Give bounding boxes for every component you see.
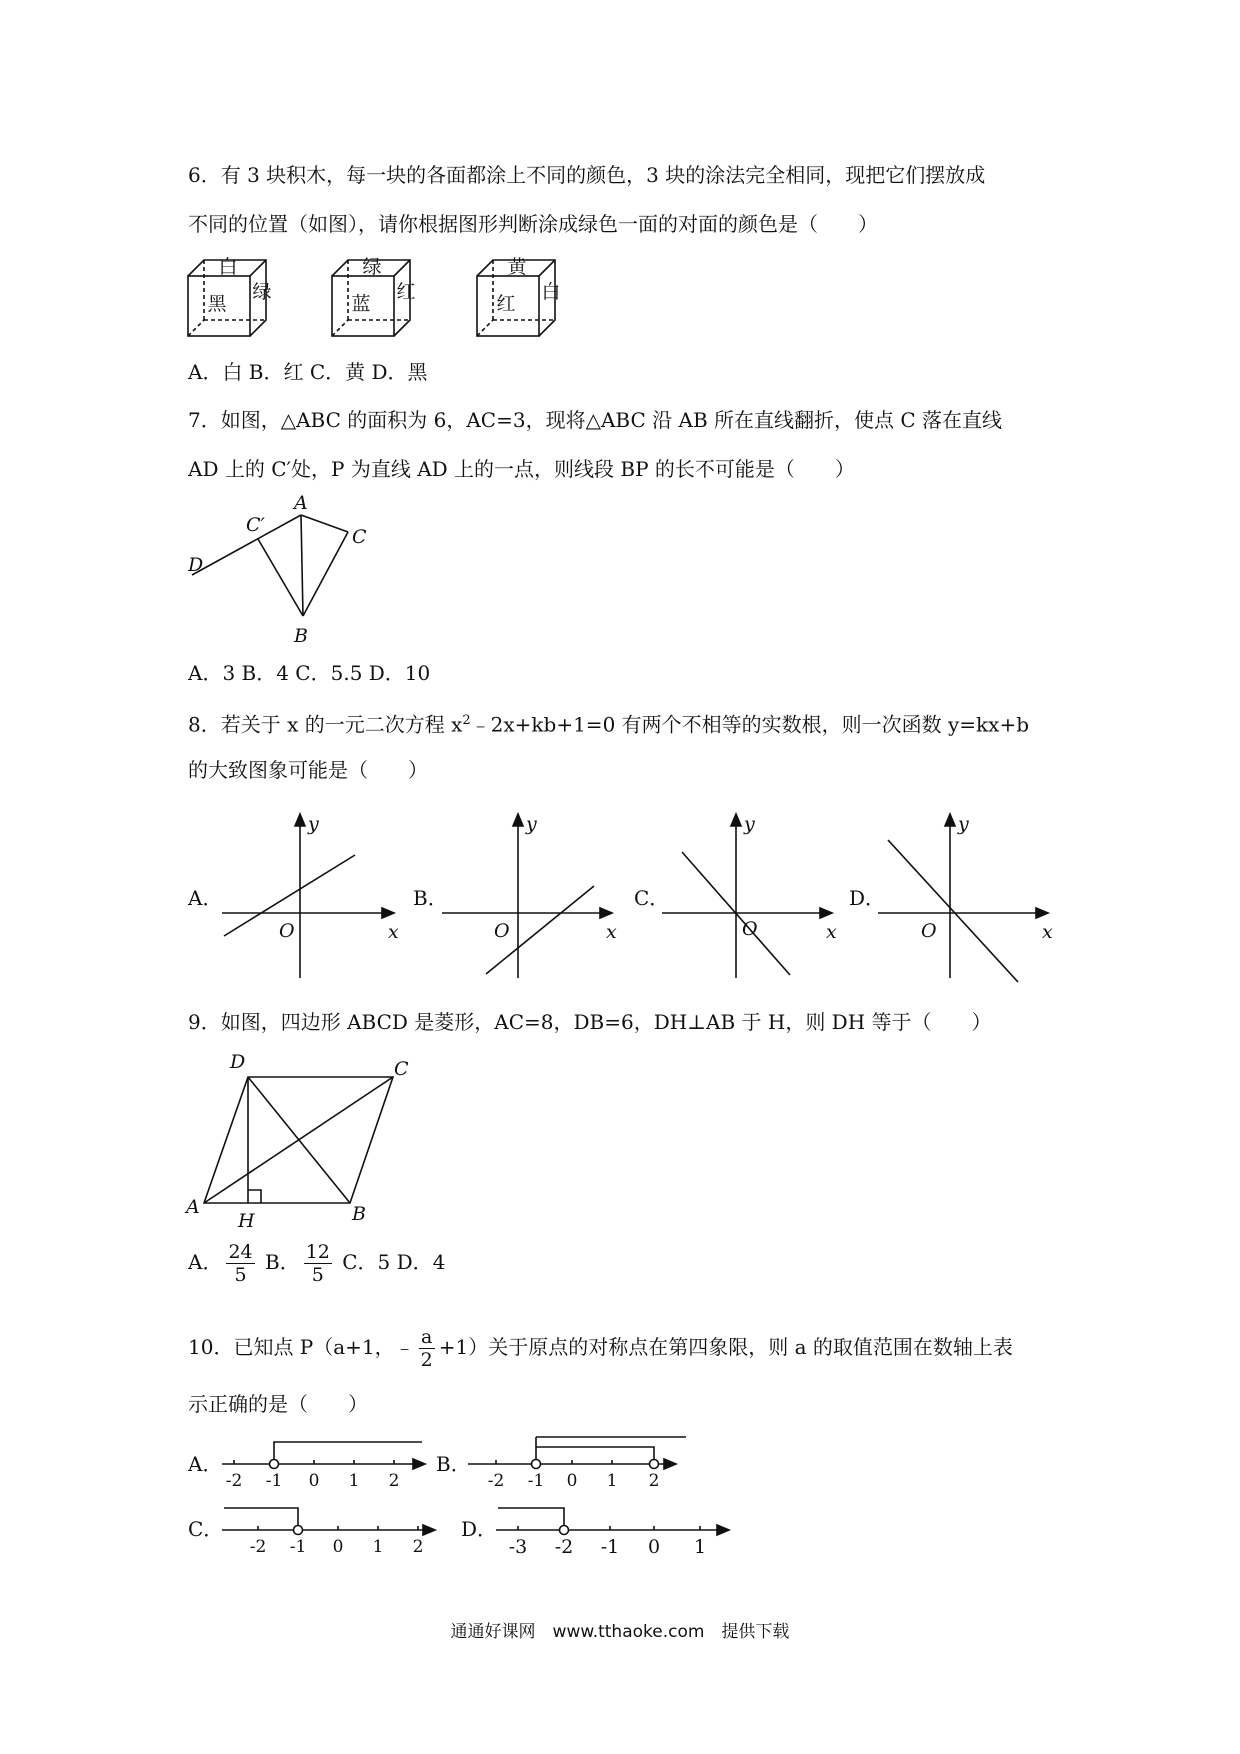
q8b-origin-label: O [494, 920, 510, 942]
q9-frac-a-den: 5 [234, 1264, 247, 1286]
q9-text-line1: 9．如图，四边形 ABCD 是菱形，AC=8，DB=6，DH⊥AB 于 H，则 DH 等于（ ） [188, 1010, 992, 1034]
q9-label-c: C [394, 1058, 409, 1080]
q9-label-b: B [352, 1203, 366, 1225]
q7-label-b: B [294, 625, 308, 647]
q8a-origin-label: O [279, 920, 295, 942]
q8d-x-label: x [1042, 921, 1053, 943]
q8a-x-label: x [388, 921, 399, 943]
q10c-tick-3: 0 [332, 1537, 344, 1557]
q8-graph-c [662, 810, 842, 980]
q8d-y-label: y [958, 813, 969, 835]
cube3-side-label: 白 [541, 281, 561, 303]
q10a-tick-3: 0 [308, 1471, 320, 1491]
q10b-tick-3: 0 [566, 1471, 578, 1491]
q10-numberline-c [222, 1496, 442, 1556]
q10-option-a-label: A． [188, 1452, 223, 1476]
q8-option-a-label: A． [188, 886, 223, 910]
q10-numberline-b [468, 1425, 693, 1490]
q10d-tick-4: 0 [647, 1536, 661, 1558]
q8c-origin-label: O [742, 918, 758, 940]
q8a-y-label: y [308, 813, 319, 835]
q10c-tick-4: 1 [372, 1537, 384, 1557]
q7-label-c: C [352, 526, 367, 548]
q9-options [188, 1237, 445, 1287]
q10-numberline-a [222, 1430, 432, 1490]
cube1-front-label: 黑 [207, 293, 227, 315]
q8-graph-b [442, 810, 622, 980]
q8-text-line1 [188, 706, 1029, 740]
q9-rhombus-figure [186, 1050, 416, 1230]
q6-text-line2: 不同的位置（如图），请你根据图形判断涂成绿色一面的对面的颜色是（ ） [188, 212, 878, 236]
q10-numberline-d [496, 1496, 736, 1556]
q10-text-line2: 示正确的是（ ） [188, 1392, 368, 1416]
q6-options: A．白 B．红 C．黄 D．黑 [188, 360, 428, 384]
q10-text-post: +1）关于原点的对称点在第四象限，则 a 的取值范围在数轴上表 [438, 1335, 1013, 1359]
q8b-x-label: x [606, 921, 617, 943]
q10-option-d-label: D． [461, 1517, 498, 1541]
q8-text-line2: 的大致图象可能是（ ） [188, 758, 428, 782]
cube1-side-label: 绿 [252, 281, 272, 303]
q8-option-b-label: B． [413, 886, 448, 910]
q10-text-line1 [188, 1322, 1013, 1372]
q10b-tick-2: -1 [527, 1471, 545, 1491]
q7-text-line2: AD 上的 C′处，P 为直线 AD 上的一点，则线段 BP 的长不可能是（ ） [188, 457, 855, 481]
q9-label-a: A [186, 1196, 200, 1218]
q9-frac-b-num: 12 [305, 1241, 330, 1263]
q7-text-line1: 7．如图，△ABC 的面积为 6，AC=3，现将△ABC 沿 AB 所在直线翻折，使点 C 落在直线 [188, 408, 1003, 432]
q10-option-c-label: C． [188, 1517, 224, 1541]
q10b-tick-4: 1 [606, 1471, 618, 1491]
q9-frac-b [304, 1241, 332, 1286]
q9-frac-a-num: 24 [228, 1241, 253, 1263]
q8c-y-label: y [744, 813, 755, 835]
cube1-top-label: 白 [218, 256, 238, 278]
cube2-front-label: 蓝 [351, 293, 371, 315]
q9-label-d: D [230, 1051, 246, 1073]
q7-options: A．3 B．4 C．5.5 D．10 [188, 661, 431, 685]
q7-label-a: A [294, 492, 308, 514]
q10b-tick-5: 2 [648, 1471, 660, 1491]
q10-text-pre: 10．已知点 P（a+1，﹣ [188, 1335, 415, 1359]
cube3-top-label: 黄 [507, 256, 527, 278]
q10c-tick-2: -1 [289, 1537, 307, 1557]
q9-option-a: A． [188, 1250, 223, 1274]
q10a-tick-1: -2 [225, 1471, 243, 1491]
q9-frac-b-den: 5 [311, 1264, 324, 1286]
q8-text-pre: 8．若关于 x 的一元二次方程 x [188, 712, 463, 737]
q6-cubes-figure [186, 250, 586, 340]
q10-frac-den: 2 [420, 1349, 433, 1371]
q9-option-rest: C．5 D．4 [335, 1250, 446, 1274]
q7-label-cprime: C′ [246, 514, 265, 536]
q9-option-b: B． [258, 1250, 300, 1274]
q8b-y-label: y [526, 813, 537, 835]
q8-graph-a [222, 810, 402, 980]
q10-frac [419, 1326, 435, 1371]
q8c-x-label: x [826, 921, 837, 943]
q10-frac-num: a [419, 1326, 435, 1349]
cube2-side-label: 红 [396, 281, 416, 303]
q10a-tick-2: -1 [265, 1471, 283, 1491]
q10-option-b-label: B． [436, 1452, 471, 1476]
q8-option-d-label: D． [849, 886, 886, 910]
q10a-tick-5: 2 [388, 1471, 400, 1491]
cube3-front-label: 红 [496, 293, 516, 315]
q8-graph-d [878, 810, 1058, 980]
q9-label-h: H [238, 1210, 255, 1232]
q10a-tick-4: 1 [348, 1471, 360, 1491]
q7-triangle-figure [186, 492, 376, 655]
q9-frac-a [226, 1241, 254, 1286]
q7-label-d: D [188, 554, 204, 576]
q10b-tick-1: -2 [487, 1471, 505, 1491]
q8-text-post: ﹣2x+kb+1=0 有两个不相等的实数根，则一次函数 y=kx+b [470, 712, 1030, 737]
q6-text-line1: 6．有 3 块积木，每一块的各面都涂上不同的颜色，3 块的涂法完全相同，现把它们摆放成 [188, 163, 986, 187]
q10c-tick-1: -2 [249, 1537, 267, 1557]
q8-option-c-label: C． [634, 886, 670, 910]
page-footer: 通通好课网 www.tthaoke.com 提供下载 [450, 1622, 790, 1642]
q10d-tick-3: -1 [600, 1536, 620, 1558]
q8d-origin-label: O [921, 920, 937, 942]
q10d-tick-5: 1 [693, 1536, 707, 1558]
cube2-top-label: 绿 [362, 256, 382, 278]
q8-superscript: 2 [462, 713, 471, 728]
q10c-tick-5: 2 [412, 1537, 424, 1557]
q10d-tick-2: -2 [554, 1536, 574, 1558]
q10d-tick-1: -3 [508, 1536, 528, 1558]
